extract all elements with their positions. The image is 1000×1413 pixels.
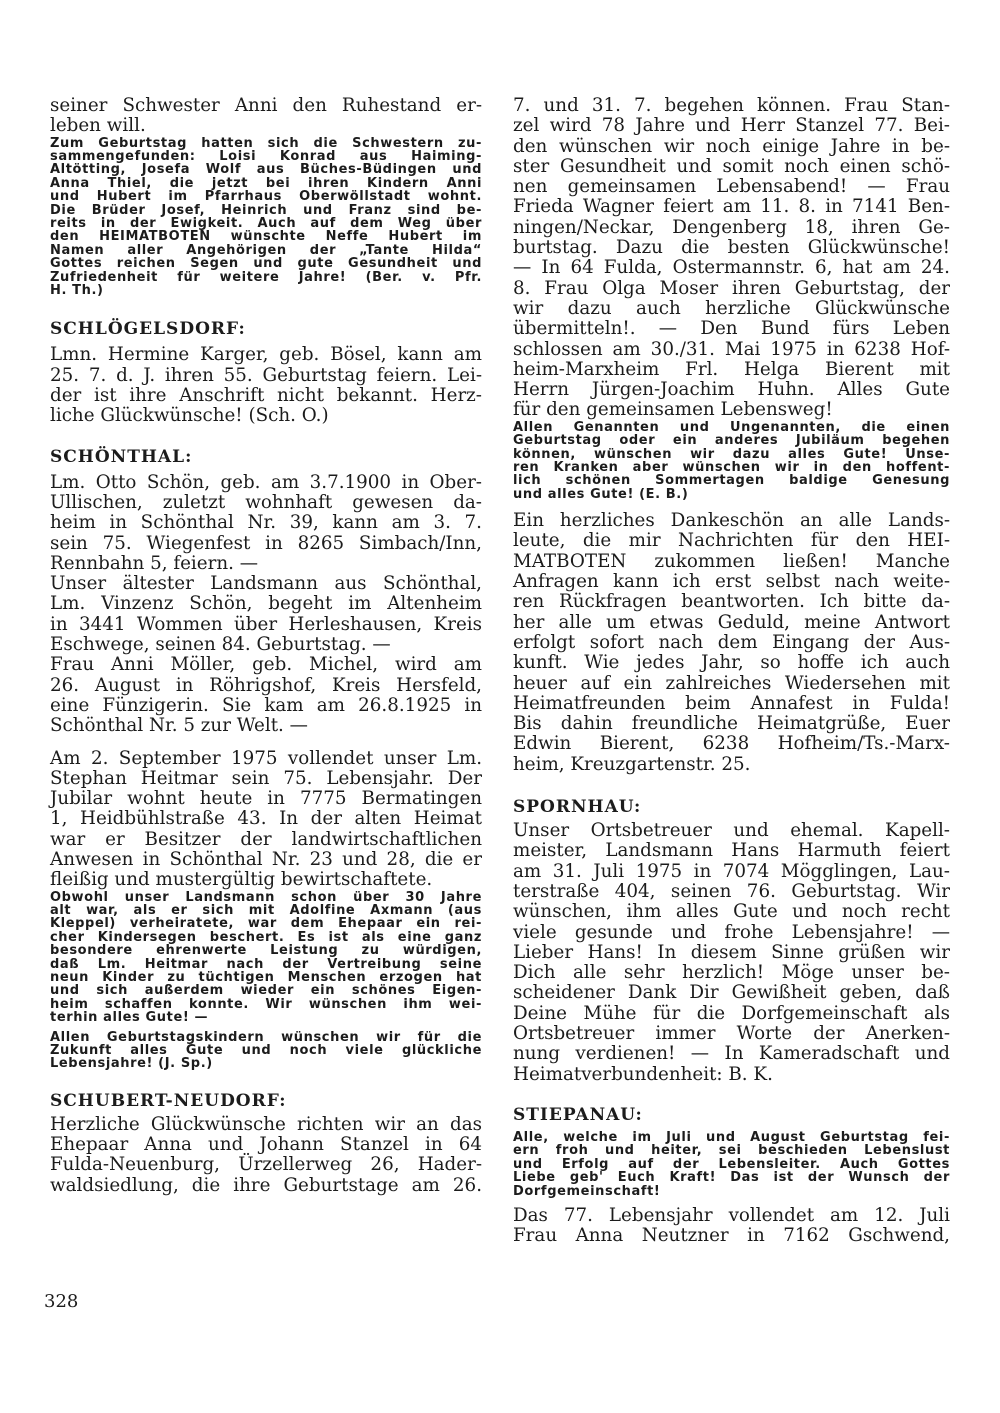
text-line: lich schönen Sommertagen baldige Genesung: [513, 473, 950, 489]
paragraph-intro: [50, 96, 482, 137]
text-line: erfolgt sofort nach dem Eingang der Aus-: [513, 631, 950, 653]
text-line: reits in der Ewigkeit. Auch auf dem Weg über: [50, 216, 482, 232]
text-line: wir dazu auch herzliche Glückwünsche: [513, 297, 950, 319]
text-line: Das 77. Lebensjahr vollendet am 12. Juli: [513, 1204, 950, 1226]
text-line: 1, Heidbühlstraße 43. In der alten Heimat: [50, 808, 482, 830]
heading-spornhau: SPORNHAU:: [513, 797, 642, 818]
text-line: Eschwege, seinen 84. Geburtstag. —: [50, 634, 391, 656]
text-line: Frieda Wagner feiert am 11. 8. in 7141 Ben-: [513, 196, 950, 218]
text-line: meister, Landsmann Hans Harmuth feiert: [513, 840, 950, 862]
text-line: Ein herzliches Dankeschön an alle Lands-: [513, 510, 950, 532]
paragraph-harmuth: [513, 821, 950, 1085]
text-line: sammengefunden: Loisi Konrad aus Haiming-: [50, 149, 482, 164]
text-line: Dich alle sehr herzlich! Möge unser be-: [513, 962, 950, 984]
text-line: Lm. Vinzenz Schön, begeht im Altenheim: [50, 593, 482, 615]
right-column: [513, 96, 950, 1247]
text-line: 8. Frau Olga Moser ihren Geburtstag, der: [513, 277, 950, 299]
text-line: den HEIMATBOTEN wünschte Neffe Hubert im: [50, 229, 482, 245]
text-line: Liebe geb' Euch Kraft! Das ist der Wunsch der: [513, 1170, 950, 1186]
text-line: 25. 7. d. J. ihren 55. Geburtstag feiern. Lei-: [50, 364, 482, 386]
text-line: Edwin Bierent, 6238 Hofheim/Ts.-Marx-: [513, 733, 950, 755]
text-line: Unser ältester Landsmann aus Schönthal,: [50, 573, 482, 595]
text-line: ren Rückfragen beantworten. Ich bitte da-: [513, 591, 950, 613]
text-line: leben will.: [50, 115, 146, 137]
text-line: übermitteln!. — Den Bund fürs Leben: [513, 318, 950, 340]
paragraph-neutzner: [513, 1206, 950, 1247]
text-line: in 3441 Wommen über Herleshausen, Kreis: [50, 613, 482, 635]
text-line: Frau Anna Neutzner in 7162 Gschwend,: [513, 1225, 950, 1247]
text-line: H. Th.): [50, 283, 104, 299]
paragraph-otto-schoen: [50, 473, 482, 574]
text-line: Fulda-Neuenburg, Ürzellerweg 26, Hader-: [50, 1154, 482, 1176]
small-paragraph-geburtstagskinder: [50, 1031, 482, 1071]
text-line: Geburtstag oder ein anderes Jubiläum begehen: [513, 433, 950, 449]
text-line: waldsiedlung, die ihre Geburtstage am 26.: [50, 1174, 482, 1196]
text-line: für den gemeinsamen Lebensweg!: [513, 399, 833, 421]
paragraph-vinzenz-schoen: [50, 574, 482, 655]
text-line: Anwesen in Schönthal Nr. 23 und 28, die er: [50, 849, 482, 870]
text-line: war er Besitzer der landwirtschaftlichen: [50, 828, 482, 850]
left-column: [50, 96, 482, 1196]
text-line: wünschen, ihm alles Gute und noch recht: [513, 901, 950, 923]
text-line: Allen Geburtstagskindern wünschen wir für die: [50, 1029, 482, 1045]
text-line: Rennbahn 5, feiern. —: [50, 552, 259, 574]
text-line: Lebensjahre! (J. Sp.): [50, 1056, 213, 1072]
text-line: und sich außerdem wieder ein schönes Eigen-: [50, 983, 482, 999]
text-line: Deine Mühe für die Dorfgemeinschaft als: [513, 1002, 950, 1024]
text-line: ster Gesundheit und somit noch einen schö-: [513, 155, 950, 177]
text-line: 26. August in Röhrigshof, Kreis Hersfeld,: [50, 674, 482, 696]
text-line: Dorfgemeinschaft!: [513, 1183, 661, 1199]
text-line: Lieber Hans! In diesem Sinne grüßen wir: [513, 941, 950, 963]
text-line: — In 64 Fulda, Ostermannstr. 6, hat am 24.: [513, 257, 950, 279]
heading-stiepanau: STIEPANAU:: [513, 1104, 643, 1125]
text-line: und Erfolg auf der Lebensleiter. Auch Gottes: [513, 1156, 950, 1172]
text-line: seiner Schwester Anni den Ruhestand er-: [50, 95, 482, 116]
small-paragraph-stiepanau: [513, 1131, 950, 1198]
text-line: terhin alles Gute! —: [50, 1010, 209, 1026]
text-line: MATBOTEN zukommen ließen! Manche: [513, 550, 950, 572]
small-paragraph-heitmar: [50, 891, 482, 1025]
text-line: Unser Ortsbetreuer und ehemal. Kapell-: [513, 820, 950, 842]
text-line: nung verdienen! — In Kameradschaft und: [513, 1043, 950, 1065]
text-line: Zum Geburtstag hatten sich die Schwestern zu-: [50, 135, 482, 151]
text-line: Kleppel) verheiratete, war dem Ehepaar ein rei-: [50, 916, 482, 932]
text-line: Altötting, Josefa Wolf aus Büches-Büdingen und: [50, 162, 482, 178]
text-line: Stephan Heitmar sein 75. Lebensjahr. Der: [50, 767, 482, 789]
text-line: sein 75. Wiegenfest in 8265 Simbach/Inn,: [50, 532, 482, 554]
text-line: daß Lm. Heitmar nach der Vertreibung seine: [50, 956, 482, 972]
text-line: viele gesunde und frohe Lebensjahre! —: [513, 921, 950, 943]
text-line: können, wünschen wir dazu alles Gute! Unse-: [513, 446, 950, 462]
text-line: ren Kranken aber wünschen wir in den hoffent-: [513, 459, 950, 475]
text-line: Frau Anni Möller, geb. Michel, wird am: [50, 654, 482, 676]
text-line: Zufriedenheit für weitere Jahre! (Ber. v. Pfr.: [50, 269, 482, 285]
text-line: zel wird 78 Jahre und Herr Stanzel 77. Bei-: [513, 115, 950, 137]
text-line: Jubilar wohnt heute in 7775 Bermatingen: [50, 788, 482, 810]
text-line: burtstag. Dazu die besten Glückwünsche!: [513, 237, 950, 259]
text-line: her alle um etwas Geduld, meine Antwort: [513, 611, 950, 633]
text-line: eine Fünzigerin. Sie kam am 26.8.1925 in: [50, 694, 482, 716]
text-line: Lmn. Hermine Karger, geb. Bösel, kann am: [50, 344, 482, 366]
small-paragraph-genannten: [513, 421, 950, 501]
text-line: Am 2. September 1975 vollendet unser Lm.: [50, 747, 482, 769]
text-line: Ullischen, zuletzt wohnhaft gewesen da-: [50, 491, 482, 513]
text-line: Allen Genannten und Ungenannten, die einen: [513, 419, 950, 435]
text-line: Die Brüder Josef, Heinrich und Franz sind be-: [50, 202, 482, 218]
text-line: Ortsbetreuer immer Worte der Anerken-: [513, 1023, 950, 1045]
text-line: den wünschen wir noch einige Jahre in be-: [513, 135, 950, 157]
heading-schoenthal: SCHÖNTHAL:: [50, 446, 193, 467]
paragraph-stanzel-cont: [513, 96, 950, 421]
text-line: am 31. Juli 1975 in 7074 Mögglingen, Lau-: [513, 860, 950, 882]
text-line: fleißig und mustergültig bewirtschaftete.: [50, 869, 433, 891]
text-line: terstraße 404, seinen 76. Geburtstag. Wir: [513, 880, 950, 902]
text-line: Namen aller Angehörigen der „Tante Hilda“: [50, 242, 482, 258]
text-line: Heimatfreunden beim Annafest in Fulda!: [513, 692, 950, 714]
text-line: heim schaffen konnte. Wir wünschen ihm wei-: [50, 996, 482, 1012]
heading-schubert-neudorf: SCHUBERT-NEUDORF:: [50, 1090, 287, 1111]
page-number: 328: [44, 1291, 79, 1312]
text-line: Obwohl unser Landsmann schon über 30 Jahre: [50, 889, 482, 905]
paragraph-stephan-heitmar: [50, 749, 482, 891]
text-line: Anfragen kann ich erst selbst nach weite-: [513, 571, 950, 593]
text-line: Herzliche Glückwünsche richten wir an das: [50, 1113, 482, 1135]
paragraph-dankeschoen: [513, 511, 950, 775]
text-line: Heimatverbundenheit: B. K.: [513, 1063, 773, 1085]
text-line: besondere ehrenwerte Leistung zu würdigen,: [50, 943, 482, 959]
text-line: Zukunft alles Gute und noch viele glückliche: [50, 1043, 482, 1059]
text-line: neun Kinder zu tüchtigen Menschen erzogen hat: [50, 970, 482, 986]
text-line: Schönthal Nr. 5 zur Welt. —: [50, 715, 308, 737]
text-line: heim-Marxheim Frl. Helga Bierent mit: [513, 358, 950, 380]
small-paragraph-hilda: [50, 137, 482, 298]
text-line: Herrn Jürgen-Joachim Huhn. Alles Gute: [513, 379, 950, 401]
text-line: und Hubert im Pfarrhaus Oberwöllstadt wohnt.: [50, 189, 482, 205]
text-line: leute, die mir Nachrichten für den HEI-: [513, 530, 950, 552]
heading-schloegelsdorf: SCHLÖGELSDORF:: [50, 319, 246, 340]
paragraph-anni-moeller: [50, 655, 482, 736]
text-line: ningen/Neckar, Dengenberg 18, ihren Ge-: [513, 216, 950, 238]
text-line: heim, Kreuzgartenstr. 25.: [513, 753, 751, 775]
paragraph-karger: [50, 345, 482, 426]
text-line: Lm. Otto Schön, geb. am 3.7.1900 in Ober-: [50, 471, 482, 493]
text-line: Anna Thiel, die jetzt bei ihren Kindern Anni: [50, 175, 482, 191]
text-line: liche Glückwünsche! (Sch. O.): [50, 405, 329, 427]
text-line: Ehepaar Anna und Johann Stanzel in 64: [50, 1134, 482, 1156]
text-line: heuer auf ein zahlreiches Wiedersehen mit: [513, 672, 950, 694]
text-line: kunft. Wie jedes Jahr, so hoffe ich auch: [513, 652, 950, 674]
text-line: alt war, als er sich mit Adolfine Axmann (aus: [50, 903, 482, 918]
text-line: schlossen am 30./31. Mai 1975 in 6238 Hof-: [513, 338, 950, 360]
text-line: Gottes reichen Segen und gute Gesundheit und: [50, 256, 482, 272]
text-line: cher Kindersegen beschert. Es ist als eine ganz: [50, 929, 482, 945]
text-line: und alles Gute! (E. B.): [513, 486, 689, 502]
text-line: Bis dahin freundliche Heimatgrüße, Euer: [513, 713, 950, 735]
text-line: Alle, welche im Juli und August Geburtstag fei-: [513, 1129, 950, 1145]
text-line: 7. und 31. 7. begehen können. Frau Stan-: [513, 95, 950, 116]
paragraph-stanzel: [50, 1115, 482, 1196]
text-line: scheidener Dank Dir Gewißheit geben, daß: [513, 982, 950, 1004]
text-line: der ist ihre Anschrift nicht bekannt. Herz-: [50, 385, 482, 407]
text-line: ern froh und heiter, sei beschieden Lebenslust: [513, 1143, 950, 1159]
text-line: heim in Schönthal Nr. 39, kann am 3. 7.: [50, 512, 482, 534]
text-line: nen gemeinsamen Lebensabend! — Frau: [513, 176, 950, 198]
